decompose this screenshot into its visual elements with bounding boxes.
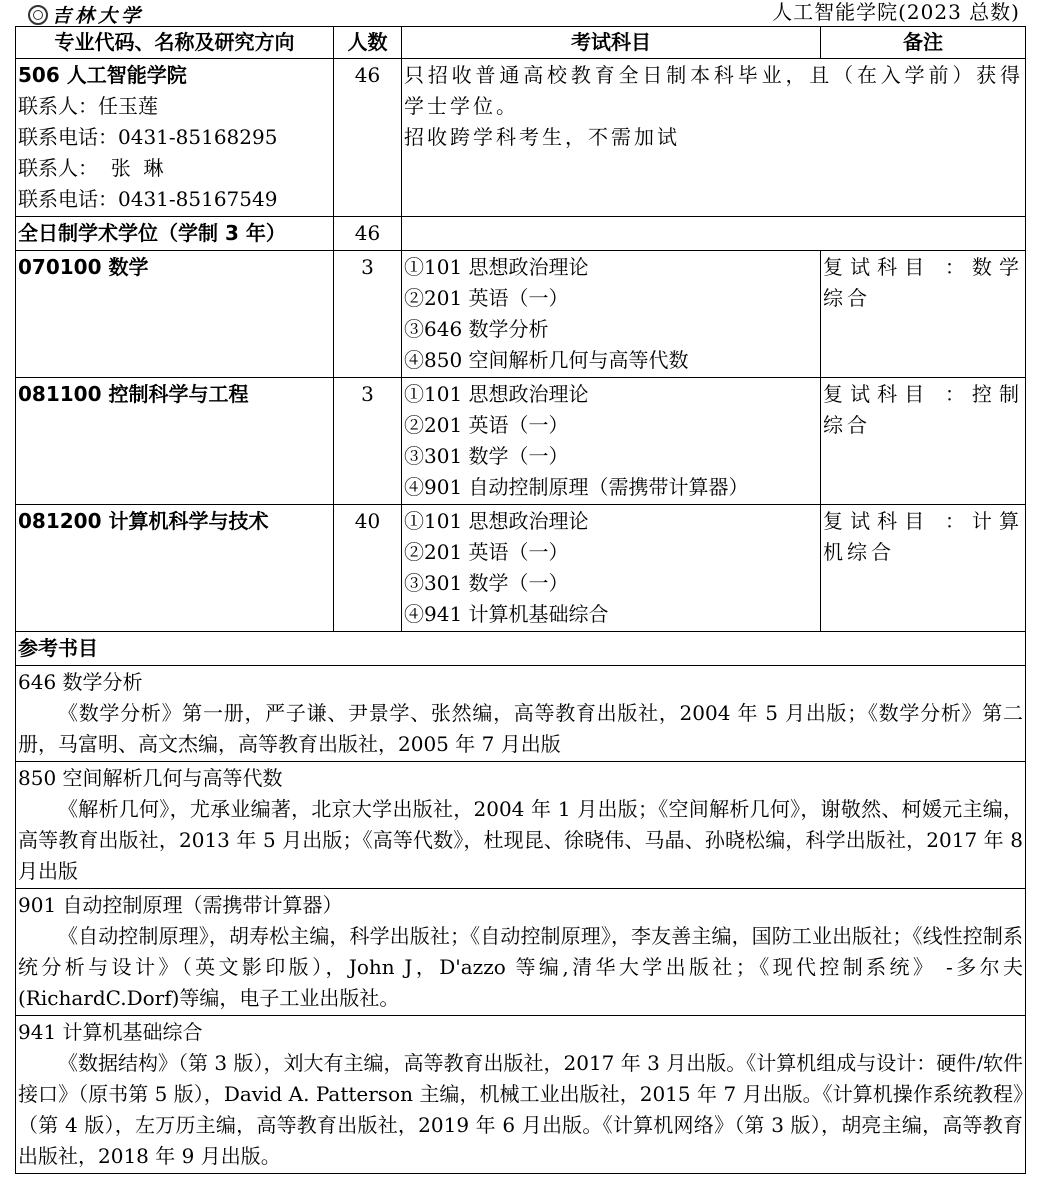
reference-row xyxy=(16,1016,1026,1174)
subject-item: ④850 空间解析几何与高等代数 xyxy=(404,348,689,372)
reference-row xyxy=(16,666,1026,762)
reference-heading: 941 计算机基础综合 xyxy=(18,1020,203,1044)
reference-item xyxy=(16,1016,1026,1174)
college-info xyxy=(16,59,334,217)
major-name: 081100 控制科学与工程 xyxy=(16,378,334,505)
college-row xyxy=(16,59,1026,217)
college-title: 506 人工智能学院 xyxy=(18,63,187,87)
reference-row xyxy=(16,889,1026,1016)
page-header xyxy=(0,0,1040,26)
subject-item: ③646 数学分析 xyxy=(404,317,549,341)
major-subjects xyxy=(402,251,821,378)
college-note-1: 只招收普通高校教育全日制本科毕业，且（在入学前）获得学士学位。 xyxy=(404,63,1023,118)
category-title: 全日制学术学位（学制 3 年） xyxy=(16,217,334,251)
major-remark: 复试科目 ：计算机综合 xyxy=(821,505,1026,632)
college-count: 46 xyxy=(334,59,402,217)
subject-item: ③301 数学（一） xyxy=(404,444,569,468)
subject-item: ②201 英语（一） xyxy=(404,540,569,564)
reference-text: 《自动控制原理》，胡寿松主编，科学出版社；《自动控制原理》，李友善主编，国防工业出版社；《线性控制系统分析与设计》（英文影印版），John J，D'azzo 等编,清华大学出版社；《现代控制系统》 -多尔夫(RichardC.Dorf)等编，电子工业出版社。 xyxy=(18,924,1023,1010)
subject-item: ④901 自动控制原理（需携带计算器） xyxy=(404,475,749,499)
reference-text: 《数学分析》第一册，严子谦、尹景学、张然编，高等教育出版社，2004 年 5 月出版；《数学分析》第二册，马富明、高文杰编，高等教育出版社，2005 年 7 月出版 xyxy=(18,701,1023,756)
subject-item: ②201 英语（一） xyxy=(404,413,569,437)
category-row xyxy=(16,217,1026,251)
subject-item: ①101 思想政治理论 xyxy=(404,255,589,279)
phone-1: 联系电话：0431-85168295 xyxy=(18,125,278,149)
header-remarks: 备注 xyxy=(821,27,1026,59)
subject-item: ③301 数学（一） xyxy=(404,571,569,595)
header-subjects: 考试科目 xyxy=(402,27,821,59)
references-title-row xyxy=(16,632,1026,666)
major-row xyxy=(16,378,1026,505)
reference-heading: 850 空间解析几何与高等代数 xyxy=(18,766,283,790)
major-name: 070100 数学 xyxy=(16,251,334,378)
contact-1: 联系人：任玉莲 xyxy=(18,94,158,118)
reference-heading: 901 自动控制原理（需携带计算器） xyxy=(18,893,343,917)
major-count: 40 xyxy=(334,505,402,632)
major-subjects xyxy=(402,505,821,632)
university-logo xyxy=(28,1,144,28)
major-row xyxy=(16,251,1026,378)
reference-item xyxy=(16,762,1026,889)
category-empty xyxy=(402,217,1026,251)
reference-text: 《数据结构》（第 3 版），刘大有主编，高等教育出版社，2017 年 3 月出版。《计算机组成与设计：硬件/软件接口》（原书第 5 版），David A. Patterson 主编，机械工业出版社，2015 年 7 月出版。《计算机操作系统教程》（第 4 版），左万历主编，高等教育出版社，2019 年 6 月出版。《计算机网络》（第 3 版），胡亮主编，高等教育出版社，2018 年 9 月出版。 xyxy=(18,1051,1023,1168)
major-remark: 复试科目 ：控制综合 xyxy=(821,378,1026,505)
major-subjects xyxy=(402,378,821,505)
reference-item xyxy=(16,666,1026,762)
college-notes xyxy=(402,59,1026,217)
phone-2: 联系电话：0431-85167549 xyxy=(18,187,278,211)
category-count: 46 xyxy=(334,217,402,251)
major-count: 3 xyxy=(334,251,402,378)
reference-row xyxy=(16,762,1026,889)
references-title: 参考书目 xyxy=(16,632,1026,666)
major-remark: 复试科目 ：数学综合 xyxy=(821,251,1026,378)
page-title: 人工智能学院(2023 总数) xyxy=(772,0,1020,24)
reference-item xyxy=(16,889,1026,1016)
college-note-2: 招收跨学科考生，不需加试 xyxy=(404,125,680,149)
university-seal-icon xyxy=(28,5,48,25)
subject-item: ④941 计算机基础综合 xyxy=(404,602,609,626)
admission-table xyxy=(15,26,1026,1174)
subject-item: ①101 思想政治理论 xyxy=(404,382,589,406)
subject-item: ①101 思想政治理论 xyxy=(404,509,589,533)
header-major: 专业代码、名称及研究方向 xyxy=(16,27,334,59)
major-name: 081200 计算机科学与技术 xyxy=(16,505,334,632)
major-row xyxy=(16,505,1026,632)
header-count: 人数 xyxy=(334,27,402,59)
reference-heading: 646 数学分析 xyxy=(18,670,143,694)
table-header-row xyxy=(16,27,1026,59)
subject-item: ②201 英语（一） xyxy=(404,286,569,310)
reference-text: 《解析几何》，尤承业编著，北京大学出版社，2004 年 1 月出版；《空间解析几何》，谢敬然、柯媛元主编，高等教育出版社，2013 年 5 月出版；《高等代数》，杜现昆、徐晓伟、马晶、孙晓松编，科学出版社，2017 年 8 月出版 xyxy=(18,797,1023,883)
contact-2: 联系人： 张 琳 xyxy=(18,156,164,180)
logo-text: 吉林大学 xyxy=(52,5,145,27)
major-count: 3 xyxy=(334,378,402,505)
